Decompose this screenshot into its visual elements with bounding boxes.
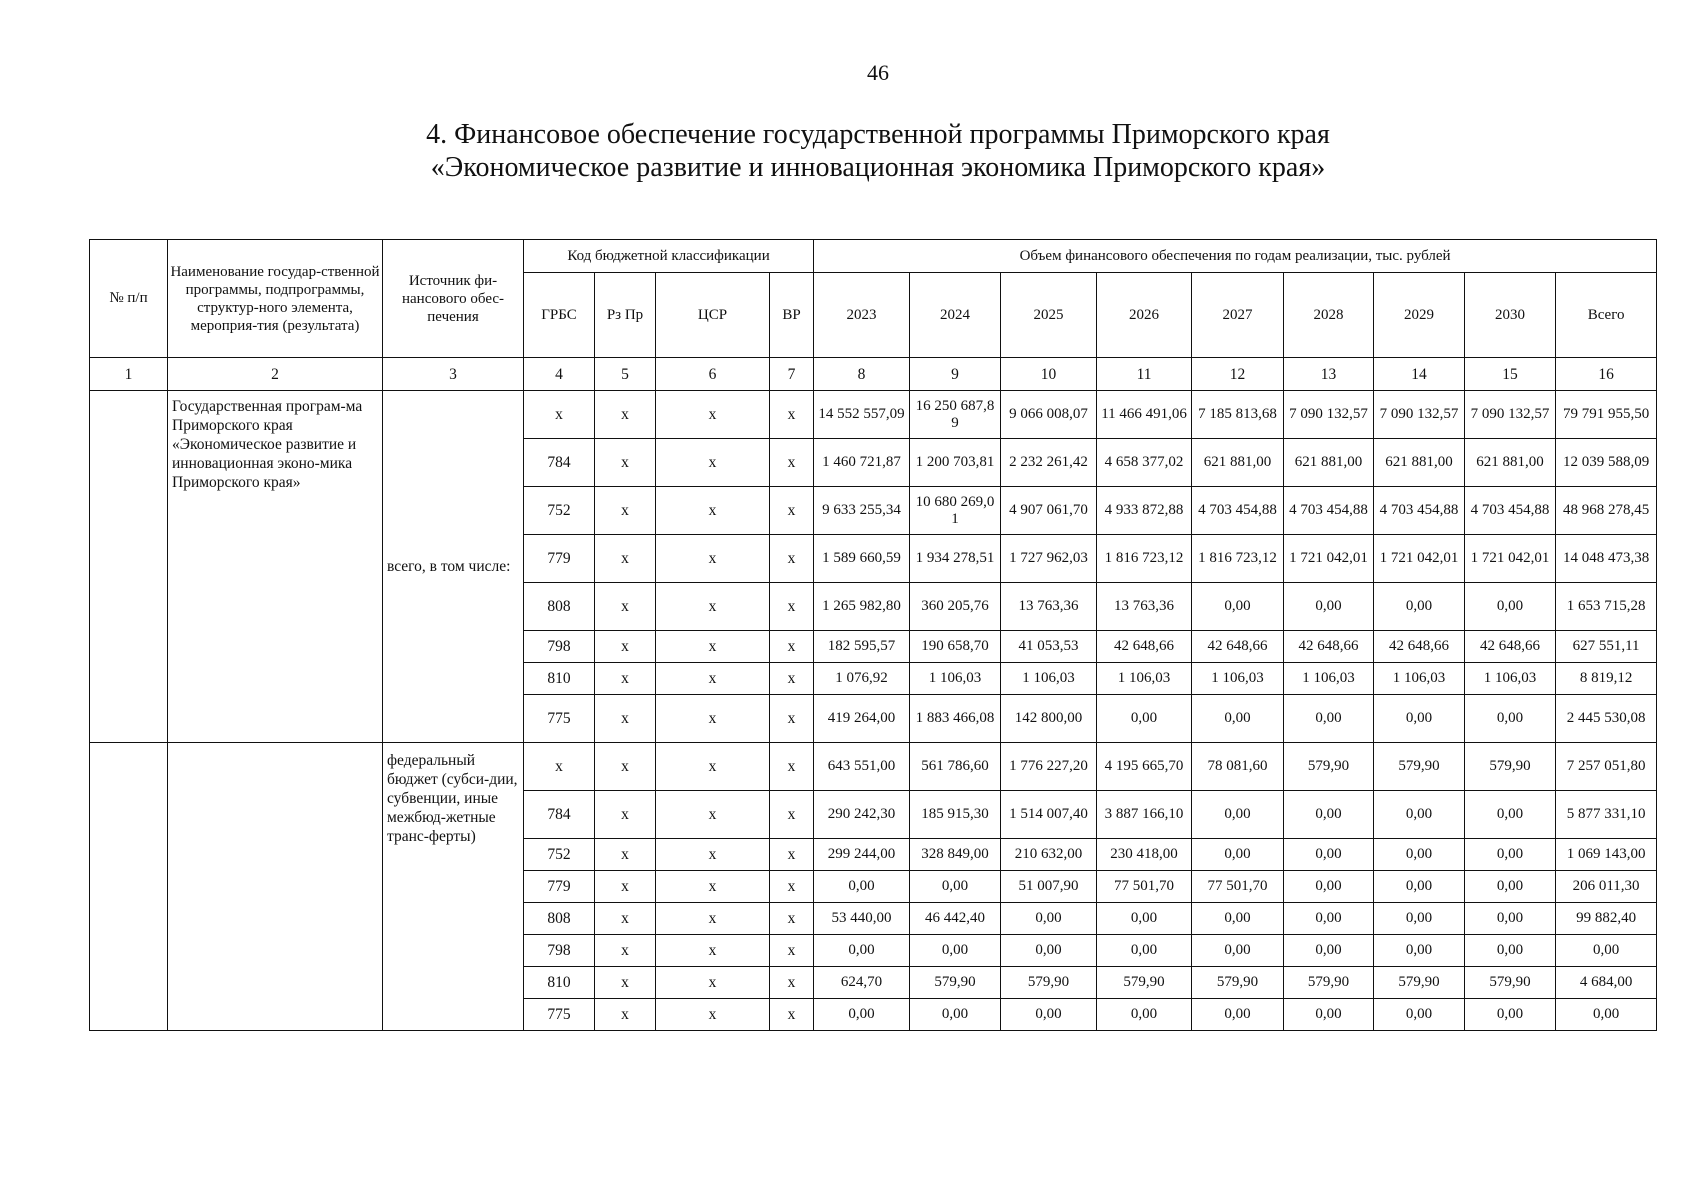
grbs-cell: x	[524, 391, 595, 439]
financing-table	[89, 239, 1657, 1031]
year-value-cell: 579,90	[1097, 967, 1192, 999]
program-name-cell	[168, 743, 383, 1031]
csr-cell: x	[656, 439, 770, 487]
vr-cell: x	[770, 439, 814, 487]
year-value-cell: 185 915,30	[910, 791, 1001, 839]
year-value-cell: 624,70	[814, 967, 910, 999]
grbs-cell: x	[524, 743, 595, 791]
grbs-cell: 779	[524, 535, 595, 583]
header-year: 2025	[1001, 273, 1097, 358]
year-value-cell: 328 849,00	[910, 839, 1001, 871]
csr-cell: x	[656, 839, 770, 871]
rzpr-cell: x	[595, 743, 656, 791]
year-value-cell: 1 776 227,20	[1001, 743, 1097, 791]
year-value-cell: 7 185 813,68	[1192, 391, 1284, 439]
header-year: 2024	[910, 273, 1001, 358]
grbs-cell: 784	[524, 791, 595, 839]
vr-cell: x	[770, 999, 814, 1031]
year-value-cell: 1 106,03	[1284, 663, 1374, 695]
year-value-cell: 0,00	[1284, 583, 1374, 631]
column-number: 2	[168, 358, 383, 391]
csr-cell: x	[656, 935, 770, 967]
year-value-cell: 0,00	[1284, 871, 1374, 903]
year-value-cell: 1 721 042,01	[1374, 535, 1465, 583]
year-value-cell: 182 595,57	[814, 631, 910, 663]
year-value-cell: 579,90	[1374, 743, 1465, 791]
year-value-cell: 4 703 454,88	[1192, 487, 1284, 535]
year-value-cell: 579,90	[1465, 967, 1556, 999]
year-value-cell: 1 460 721,87	[814, 439, 910, 487]
column-number: 9	[910, 358, 1001, 391]
year-value-cell: 0,00	[814, 935, 910, 967]
year-value-cell: 4 703 454,88	[1374, 487, 1465, 535]
table-row	[90, 391, 1657, 439]
year-value-cell: 1 816 723,12	[1192, 535, 1284, 583]
year-value-cell: 0,00	[1192, 695, 1284, 743]
vr-cell: x	[770, 967, 814, 999]
year-value-cell: 4 703 454,88	[1284, 487, 1374, 535]
csr-cell: x	[656, 663, 770, 695]
year-value-cell: 1 076,92	[814, 663, 910, 695]
csr-cell: x	[656, 967, 770, 999]
year-value-cell: 1 200 703,81	[910, 439, 1001, 487]
year-value-cell: 0,00	[1374, 791, 1465, 839]
year-value-cell: 643 551,00	[814, 743, 910, 791]
grbs-cell: 810	[524, 967, 595, 999]
year-value-cell: 210 632,00	[1001, 839, 1097, 871]
rzpr-cell: x	[595, 583, 656, 631]
csr-cell: x	[656, 695, 770, 743]
year-value-cell: 1 589 660,59	[814, 535, 910, 583]
header-year: 2028	[1284, 273, 1374, 358]
rzpr-cell: x	[595, 935, 656, 967]
year-value-cell: 142 800,00	[1001, 695, 1097, 743]
year-value-cell: 42 648,66	[1374, 631, 1465, 663]
year-value-cell: 0,00	[1192, 583, 1284, 631]
total-cell: 5 877 331,10	[1556, 791, 1657, 839]
year-value-cell: 0,00	[1284, 935, 1374, 967]
year-value-cell: 0,00	[1374, 999, 1465, 1031]
year-value-cell: 78 081,60	[1192, 743, 1284, 791]
year-value-cell: 0,00	[1097, 695, 1192, 743]
year-value-cell: 621 881,00	[1465, 439, 1556, 487]
rzpr-cell: x	[595, 439, 656, 487]
year-value-cell: 0,00	[1374, 839, 1465, 871]
year-value-cell: 77 501,70	[1097, 871, 1192, 903]
year-value-cell: 0,00	[1374, 935, 1465, 967]
year-value-cell: 579,90	[910, 967, 1001, 999]
column-number: 5	[595, 358, 656, 391]
total-cell: 4 684,00	[1556, 967, 1657, 999]
year-value-cell: 9 633 255,34	[814, 487, 910, 535]
rzpr-cell: x	[595, 791, 656, 839]
year-value-cell: 621 881,00	[1284, 439, 1374, 487]
grbs-cell: 798	[524, 631, 595, 663]
total-cell: 14 048 473,38	[1556, 535, 1657, 583]
year-value-cell: 0,00	[1284, 999, 1374, 1031]
year-value-cell: 0,00	[1192, 839, 1284, 871]
header-year: 2030	[1465, 273, 1556, 358]
vr-cell: x	[770, 663, 814, 695]
header-rzpr: Рз Пр	[595, 273, 656, 358]
header-grbs: ГРБС	[524, 273, 595, 358]
grbs-cell: 798	[524, 935, 595, 967]
total-cell: 12 039 588,09	[1556, 439, 1657, 487]
year-value-cell: 16 250 687,89	[910, 391, 1001, 439]
year-value-cell: 419 264,00	[814, 695, 910, 743]
year-value-cell: 0,00	[814, 871, 910, 903]
column-number: 4	[524, 358, 595, 391]
csr-cell: x	[656, 743, 770, 791]
rzpr-cell: x	[595, 871, 656, 903]
column-number: 1	[90, 358, 168, 391]
year-value-cell: 579,90	[1284, 967, 1374, 999]
year-value-cell: 9 066 008,07	[1001, 391, 1097, 439]
year-value-cell: 0,00	[1097, 935, 1192, 967]
year-value-cell: 0,00	[1097, 999, 1192, 1031]
year-value-cell: 0,00	[1374, 695, 1465, 743]
year-value-cell: 42 648,66	[1097, 631, 1192, 663]
year-value-cell: 1 106,03	[1374, 663, 1465, 695]
vr-cell: x	[770, 871, 814, 903]
year-value-cell: 4 907 061,70	[1001, 487, 1097, 535]
grbs-cell: 752	[524, 487, 595, 535]
year-value-cell: 0,00	[910, 871, 1001, 903]
year-value-cell: 42 648,66	[1465, 631, 1556, 663]
vr-cell: x	[770, 935, 814, 967]
column-number: 12	[1192, 358, 1284, 391]
year-value-cell: 1 106,03	[1097, 663, 1192, 695]
year-value-cell: 0,00	[1465, 903, 1556, 935]
year-value-cell: 0,00	[1284, 839, 1374, 871]
header-bk-group: Код бюджетной классификации	[524, 240, 814, 273]
header-num: № п/п	[90, 240, 168, 358]
year-value-cell: 1 727 962,03	[1001, 535, 1097, 583]
year-value-cell: 0,00	[1192, 999, 1284, 1031]
header-year: 2026	[1097, 273, 1192, 358]
year-value-cell: 1 721 042,01	[1465, 535, 1556, 583]
total-cell: 8 819,12	[1556, 663, 1657, 695]
grbs-cell: 752	[524, 839, 595, 871]
year-value-cell: 14 552 557,09	[814, 391, 910, 439]
year-value-cell: 0,00	[1001, 903, 1097, 935]
year-value-cell: 579,90	[1374, 967, 1465, 999]
year-value-cell: 0,00	[814, 999, 910, 1031]
year-value-cell: 360 205,76	[910, 583, 1001, 631]
column-number: 6	[656, 358, 770, 391]
grbs-cell: 779	[524, 871, 595, 903]
total-cell: 79 791 955,50	[1556, 391, 1657, 439]
vr-cell: x	[770, 743, 814, 791]
csr-cell: x	[656, 999, 770, 1031]
year-value-cell: 11 466 491,06	[1097, 391, 1192, 439]
vr-cell: x	[770, 583, 814, 631]
column-number: 7	[770, 358, 814, 391]
year-value-cell: 10 680 269,01	[910, 487, 1001, 535]
year-value-cell: 299 244,00	[814, 839, 910, 871]
year-value-cell: 1 721 042,01	[1284, 535, 1374, 583]
year-value-cell: 51 007,90	[1001, 871, 1097, 903]
year-value-cell: 1 514 007,40	[1001, 791, 1097, 839]
header-volume-group: Объем финансового обеспечения по годам реализации, тыс. рублей	[814, 240, 1657, 273]
rzpr-cell: x	[595, 999, 656, 1031]
year-value-cell: 621 881,00	[1192, 439, 1284, 487]
year-value-cell: 2 232 261,42	[1001, 439, 1097, 487]
header-source: Источник фи-нансового обес-печения	[383, 240, 524, 358]
year-value-cell: 0,00	[910, 999, 1001, 1031]
total-cell: 7 257 051,80	[1556, 743, 1657, 791]
year-value-cell: 42 648,66	[1284, 631, 1374, 663]
table-row	[90, 743, 1657, 791]
year-value-cell: 1 816 723,12	[1097, 535, 1192, 583]
total-cell: 1 653 715,28	[1556, 583, 1657, 631]
year-value-cell: 0,00	[1192, 791, 1284, 839]
year-value-cell: 0,00	[1097, 903, 1192, 935]
total-cell: 99 882,40	[1556, 903, 1657, 935]
year-value-cell: 0,00	[910, 935, 1001, 967]
vr-cell: x	[770, 839, 814, 871]
rzpr-cell: x	[595, 967, 656, 999]
year-value-cell: 4 933 872,88	[1097, 487, 1192, 535]
total-cell: 2 445 530,08	[1556, 695, 1657, 743]
rzpr-cell: x	[595, 839, 656, 871]
year-value-cell: 1 106,03	[910, 663, 1001, 695]
year-value-cell: 0,00	[1465, 999, 1556, 1031]
row-number-cell	[90, 391, 168, 743]
rzpr-cell: x	[595, 695, 656, 743]
grbs-cell: 775	[524, 999, 595, 1031]
year-value-cell: 53 440,00	[814, 903, 910, 935]
row-number-cell	[90, 743, 168, 1031]
vr-cell: x	[770, 791, 814, 839]
year-value-cell: 0,00	[1284, 695, 1374, 743]
year-value-cell: 4 195 665,70	[1097, 743, 1192, 791]
grbs-cell: 784	[524, 439, 595, 487]
grbs-cell: 808	[524, 903, 595, 935]
csr-cell: x	[656, 487, 770, 535]
year-value-cell: 1 934 278,51	[910, 535, 1001, 583]
page-number: 46	[867, 60, 889, 85]
year-value-cell: 290 242,30	[814, 791, 910, 839]
year-value-cell: 579,90	[1001, 967, 1097, 999]
year-value-cell: 13 763,36	[1097, 583, 1192, 631]
year-value-cell: 3 887 166,10	[1097, 791, 1192, 839]
total-cell: 1 069 143,00	[1556, 839, 1657, 871]
year-value-cell: 42 648,66	[1192, 631, 1284, 663]
column-number: 13	[1284, 358, 1374, 391]
rzpr-cell: x	[595, 663, 656, 695]
vr-cell: x	[770, 487, 814, 535]
year-value-cell: 4 703 454,88	[1465, 487, 1556, 535]
year-value-cell: 0,00	[1465, 583, 1556, 631]
year-value-cell: 7 090 132,57	[1465, 391, 1556, 439]
year-value-cell: 579,90	[1192, 967, 1284, 999]
year-value-cell: 1 106,03	[1465, 663, 1556, 695]
table-body	[90, 391, 1657, 1031]
year-value-cell: 0,00	[1465, 935, 1556, 967]
year-value-cell: 0,00	[1284, 791, 1374, 839]
column-number: 8	[814, 358, 910, 391]
year-value-cell: 0,00	[1192, 935, 1284, 967]
year-value-cell: 0,00	[1465, 695, 1556, 743]
year-value-cell: 0,00	[1465, 791, 1556, 839]
vr-cell: x	[770, 535, 814, 583]
title-line-1: 4. Финансовое обеспечение государственной программы Приморского края	[426, 119, 1330, 150]
csr-cell: x	[656, 871, 770, 903]
header-year: 2023	[814, 273, 910, 358]
grbs-cell: 808	[524, 583, 595, 631]
csr-cell: x	[656, 903, 770, 935]
rzpr-cell: x	[595, 903, 656, 935]
year-value-cell: 77 501,70	[1192, 871, 1284, 903]
vr-cell: x	[770, 631, 814, 663]
year-value-cell: 1 265 982,80	[814, 583, 910, 631]
year-value-cell: 579,90	[1465, 743, 1556, 791]
header-csr: ЦСР	[656, 273, 770, 358]
year-value-cell: 0,00	[1284, 903, 1374, 935]
year-value-cell: 1 883 466,08	[910, 695, 1001, 743]
rzpr-cell: x	[595, 391, 656, 439]
grbs-cell: 810	[524, 663, 595, 695]
header-year: 2027	[1192, 273, 1284, 358]
program-name-cell: Государственная програм-ма Приморского края «Экономическое развитие и инновационная эконо-мика Приморского края»	[168, 391, 383, 743]
year-value-cell: 46 442,40	[910, 903, 1001, 935]
year-value-cell: 1 106,03	[1192, 663, 1284, 695]
total-cell: 627 551,11	[1556, 631, 1657, 663]
year-value-cell: 0,00	[1465, 871, 1556, 903]
year-value-cell: 0,00	[1001, 999, 1097, 1031]
year-value-cell: 0,00	[1374, 583, 1465, 631]
year-value-cell: 4 658 377,02	[1097, 439, 1192, 487]
column-number: 11	[1097, 358, 1192, 391]
column-number: 15	[1465, 358, 1556, 391]
year-value-cell: 561 786,60	[910, 743, 1001, 791]
csr-cell: x	[656, 391, 770, 439]
year-value-cell: 7 090 132,57	[1284, 391, 1374, 439]
csr-cell: x	[656, 791, 770, 839]
header-name: Наименование государ-ственной программы, подпрограммы, структур-ного элемента, мероприя-тия (результата)	[168, 240, 383, 358]
year-value-cell: 41 053,53	[1001, 631, 1097, 663]
page-title	[0, 118, 1687, 184]
csr-cell: x	[656, 631, 770, 663]
year-value-cell: 0,00	[1465, 839, 1556, 871]
vr-cell: x	[770, 391, 814, 439]
column-number: 16	[1556, 358, 1657, 391]
funding-source-cell: федеральный бюджет (субси-дии, субвенции, иные межбюд-жетные транс-ферты)	[383, 743, 524, 1031]
total-cell: 0,00	[1556, 935, 1657, 967]
header-vr: ВР	[770, 273, 814, 358]
rzpr-cell: x	[595, 631, 656, 663]
column-number: 10	[1001, 358, 1097, 391]
total-cell: 48 968 278,45	[1556, 487, 1657, 535]
column-number: 14	[1374, 358, 1465, 391]
grbs-cell: 775	[524, 695, 595, 743]
header-year: 2029	[1374, 273, 1465, 358]
year-value-cell: 230 418,00	[1097, 839, 1192, 871]
header-total: Всего	[1556, 273, 1657, 358]
year-value-cell: 621 881,00	[1374, 439, 1465, 487]
column-number: 3	[383, 358, 524, 391]
total-cell: 206 011,30	[1556, 871, 1657, 903]
title-line-2: «Экономическое развитие и инновационная экономика Приморского края»	[430, 152, 1326, 183]
year-value-cell: 0,00	[1374, 871, 1465, 903]
rzpr-cell: x	[595, 535, 656, 583]
year-value-cell: 0,00	[1374, 903, 1465, 935]
csr-cell: x	[656, 583, 770, 631]
column-numbers-row	[90, 358, 1657, 391]
year-value-cell: 0,00	[1192, 903, 1284, 935]
year-value-cell: 0,00	[1001, 935, 1097, 967]
year-value-cell: 190 658,70	[910, 631, 1001, 663]
year-value-cell: 7 090 132,57	[1374, 391, 1465, 439]
vr-cell: x	[770, 695, 814, 743]
total-cell: 0,00	[1556, 999, 1657, 1031]
year-value-cell: 579,90	[1284, 743, 1374, 791]
rzpr-cell: x	[595, 487, 656, 535]
csr-cell: x	[656, 535, 770, 583]
year-value-cell: 1 106,03	[1001, 663, 1097, 695]
year-value-cell: 13 763,36	[1001, 583, 1097, 631]
vr-cell: x	[770, 903, 814, 935]
funding-source-cell: всего, в том числе:	[383, 391, 524, 743]
